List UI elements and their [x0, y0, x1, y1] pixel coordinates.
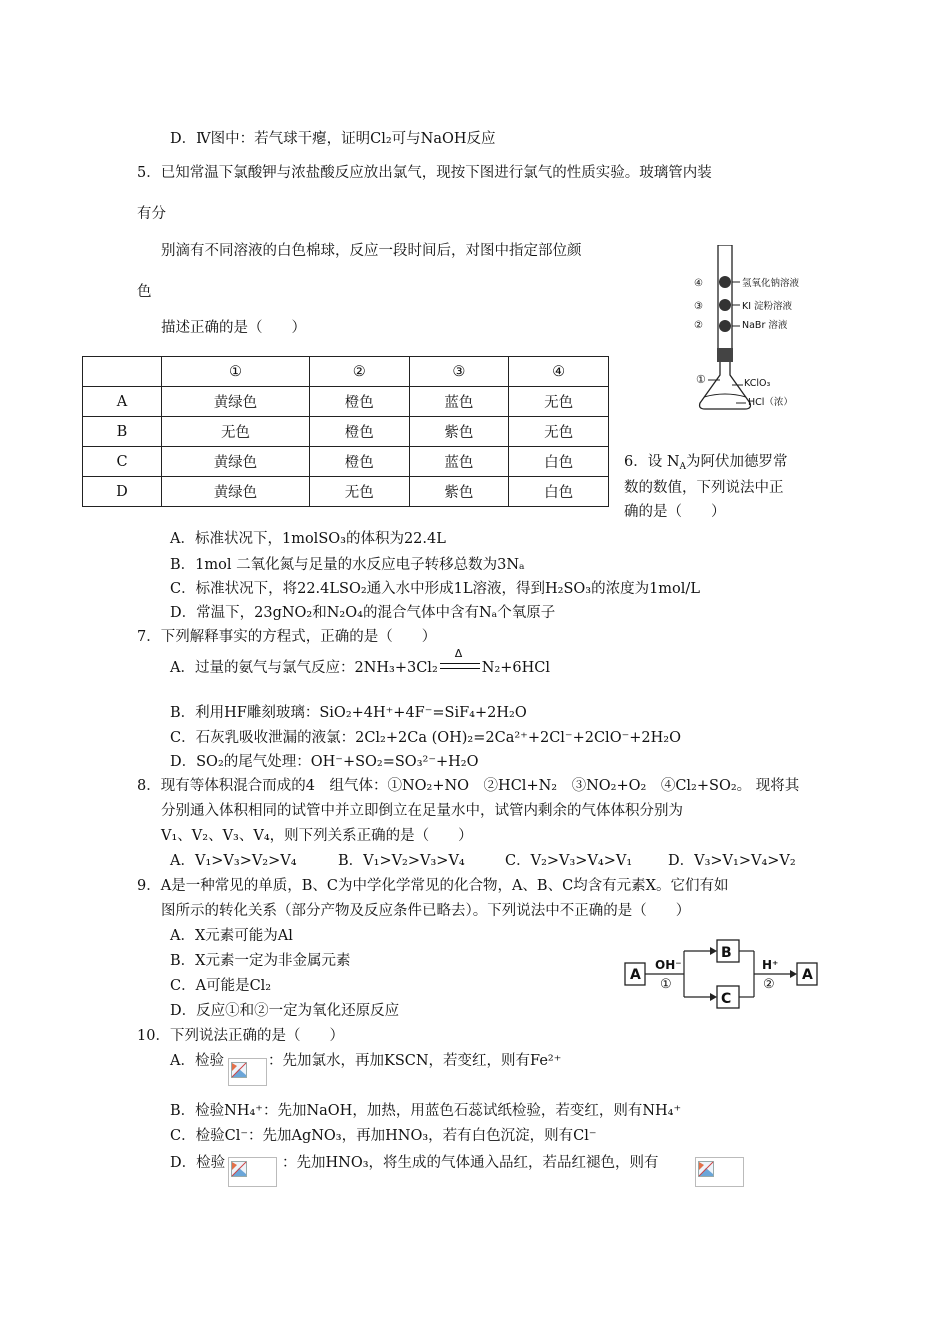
q7-option-d: D．SO₂的尾气处理：OH⁻+SO₂=SO₃²⁻+H₂O	[170, 754, 479, 770]
table-cell: 紫色	[409, 417, 509, 447]
q6-stem-sub: A	[679, 462, 687, 472]
fig-label-nabr: NaBr 溶液	[742, 320, 788, 331]
table-cell: C	[83, 447, 162, 477]
diagram-box-a-left: A	[630, 967, 641, 983]
table-row	[83, 447, 609, 477]
table-cell: 紫色	[409, 477, 509, 507]
q10-option-b: B．检验NH₄⁺：先加NaOH，加热，用蓝色石蕊试纸检验，若变红，则有NH₄⁺	[170, 1103, 682, 1119]
diagram-h-label: H⁺	[762, 958, 779, 972]
q7-option-c: C．石灰乳吸收泄漏的液氯：2Cl₂+2Ca (OH)₂=2Ca²⁺+2Cl⁻+2ClO⁻+2H₂O	[170, 730, 681, 746]
table-cell: A	[83, 387, 162, 417]
q5-stem-line5: 描述正确的是（ ）	[161, 320, 306, 336]
q5-options-table	[82, 356, 609, 507]
table-cell: 橙色	[309, 387, 409, 417]
table-row	[83, 477, 609, 507]
fig-label-ki: KI 淀粉溶液	[742, 301, 793, 312]
table-cell: B	[83, 417, 162, 447]
q9-option-c: C．A可能是Cl₂	[170, 978, 272, 994]
equals-top	[440, 663, 480, 664]
table-cell: ②	[309, 357, 409, 387]
equals-bottom	[440, 668, 480, 669]
q7-option-a-left: A．过量的氨气与氯气反应：2NH₃+3Cl₂	[170, 660, 438, 676]
q8-option-b: B．V₁>V₂>V₃>V₄	[338, 853, 465, 869]
q6-option-b: B．1mol 二氧化氮与足量的水反应电子转移总数为3Nₐ	[170, 557, 525, 573]
q7-option-a-right: N₂+6HCl	[481, 660, 551, 676]
q6-stem-line3: 确的是（ ）	[624, 504, 726, 520]
q8-option-c: C．V₂>V₃>V₄>V₁	[505, 853, 633, 869]
fig-label-n1: ①	[696, 373, 706, 386]
q10-option-d-right: ：先加HNO₃，将生成的气体通入品红，若品红褪色，则有	[282, 1155, 659, 1171]
table-cell: 黄绿色	[162, 477, 310, 507]
table-cell: 白色	[509, 477, 609, 507]
q5-stem-line1: 5．已知常温下氯酸钾与浓盐酸反应放出氯气，现按下图进行氯气的性质实验。玻璃管内装	[137, 165, 712, 181]
q10-option-a-left: A．检验	[170, 1053, 224, 1069]
table-cell: 无色	[162, 417, 310, 447]
q9-option-d: D．反应①和②一定为氧化还原反应	[170, 1003, 400, 1019]
table-cell: 黄绿色	[162, 447, 310, 477]
delta-icon: Δ	[454, 647, 463, 660]
q8-stem-line3: V₁、V₂、V₃、V₄，则下列关系正确的是（ ）	[161, 828, 473, 844]
q10-option-d-left: D．检验	[170, 1155, 226, 1171]
table-cell: 白色	[509, 447, 609, 477]
q7-option-b: B．利用HF雕刻玻璃：SiO₂+4H⁺+4F⁻=SiF₄+2H₂O	[170, 705, 527, 721]
q10-stem: 10．下列说法正确的是（ ）	[137, 1028, 344, 1044]
table-cell: ①	[162, 357, 310, 387]
table-cell: 无色	[509, 417, 609, 447]
q4-option-d: D．Ⅳ图中：若气球干瘪，证明Cl₂可与NaOH反应	[170, 131, 496, 147]
fig-label-n4: ④	[694, 278, 703, 289]
q6-option-d: D．常温下，23gNO₂和N₂O₄的混合气体中含有Nₐ个氧原子	[170, 605, 556, 621]
q5-stem-line2: 有分	[137, 206, 166, 222]
fig-label-kclo3: KClO₃	[744, 378, 771, 389]
q7-option-a	[170, 647, 551, 678]
q5-stem-line4: 色	[137, 284, 152, 300]
broken-image-icon-glyph	[231, 1062, 247, 1078]
diagram-reaction1-label: ①	[660, 977, 672, 992]
diagram-reaction2-label: ②	[763, 977, 775, 992]
q9-option-a: A．X元素可能为Al	[170, 928, 293, 944]
q10-option-c: C．检验Cl⁻：先加AgNO₃，再加HNO₃，若有白色沉淀，则有Cl⁻	[170, 1128, 597, 1144]
broken-image-icon	[228, 1058, 267, 1086]
table-cell	[83, 357, 162, 387]
q8-stem-line1: 8．现有等体积混合而成的4 组气体：①NO₂+NO ②HCl+N₂ ③NO₂+O₂ ④Cl₂+SO₂。 现将其	[137, 778, 800, 794]
q7-stem: 7．下列解释事实的方程式，正确的是（ ）	[137, 629, 437, 645]
table-cell: 无色	[309, 477, 409, 507]
table-header-row	[83, 357, 609, 387]
q8-option-d: D．V₃>V₁>V₄>V₂	[668, 853, 796, 869]
broken-image-icon-glyph	[231, 1161, 247, 1177]
fig-label-n2: ②	[694, 320, 703, 331]
fig-label-n3: ③	[694, 301, 703, 312]
table-cell: 蓝色	[409, 387, 509, 417]
heating-equals-sign	[438, 647, 482, 678]
q6-stem-line1	[624, 452, 788, 477]
table-cell: ④	[509, 357, 609, 387]
diagram-box-a-right: A	[802, 967, 813, 983]
fig-label-naoh: 氢氧化钠溶液	[742, 278, 800, 289]
q8-option-a: A．V₁>V₃>V₂>V₄	[170, 853, 297, 869]
diagram-box-c: C	[721, 991, 732, 1007]
q10-option-a-right: ：先加氯水，再加KSCN，若变红，则有Fe²⁺	[268, 1053, 562, 1069]
broken-image-icon	[228, 1157, 277, 1187]
table-cell: 蓝色	[409, 447, 509, 477]
broken-image-icon	[695, 1157, 744, 1187]
q5-stem-line3: 别滴有不同溶液的白色棉球，反应一段时间后，对图中指定部位颜	[161, 243, 582, 259]
table-row	[83, 417, 609, 447]
table-cell: D	[83, 477, 162, 507]
q9-stem-line2: 图所示的转化关系（部分产物及反应条件已略去）。下列说法中不正确的是（ ）	[161, 903, 691, 919]
q9-option-b: B．X元素一定为非金属元素	[170, 953, 351, 969]
table-cell: 无色	[509, 387, 609, 417]
q6-option-c: C．标准状况下，将22.4LSO₂通入水中形成1L溶液，得到H₂SO₃的浓度为1mol/L	[170, 581, 700, 597]
q6-stem-line2: 数的数值，下列说法中正	[624, 480, 784, 496]
q8-stem-line2: 分别通入体积相同的试管中并立即倒立在足量水中，试管内剩余的气体体积分别为	[161, 803, 683, 819]
fig-label-hcl: HCl（浓）	[748, 397, 793, 408]
q6-stem-part: 为阿伏加德罗常	[686, 454, 788, 470]
q6-option-a: A．标准状况下，1molSO₃的体积为22.4L	[170, 531, 446, 547]
table-row	[83, 387, 609, 417]
q9-stem-line1: 9．A是一种常见的单质，B、C为中学化学常见的化合物，A、B、C均含有元素X。它们有如	[137, 878, 729, 894]
table-cell: 黄绿色	[162, 387, 310, 417]
diagram-box-b: B	[721, 945, 732, 961]
table-cell: ③	[409, 357, 509, 387]
diagram-oh-label: OH⁻	[655, 958, 682, 972]
broken-image-icon-glyph	[698, 1161, 714, 1177]
table-cell: 橙色	[309, 447, 409, 477]
table-cell: 橙色	[309, 417, 409, 447]
q6-stem-part: 6．设 N	[624, 454, 680, 470]
